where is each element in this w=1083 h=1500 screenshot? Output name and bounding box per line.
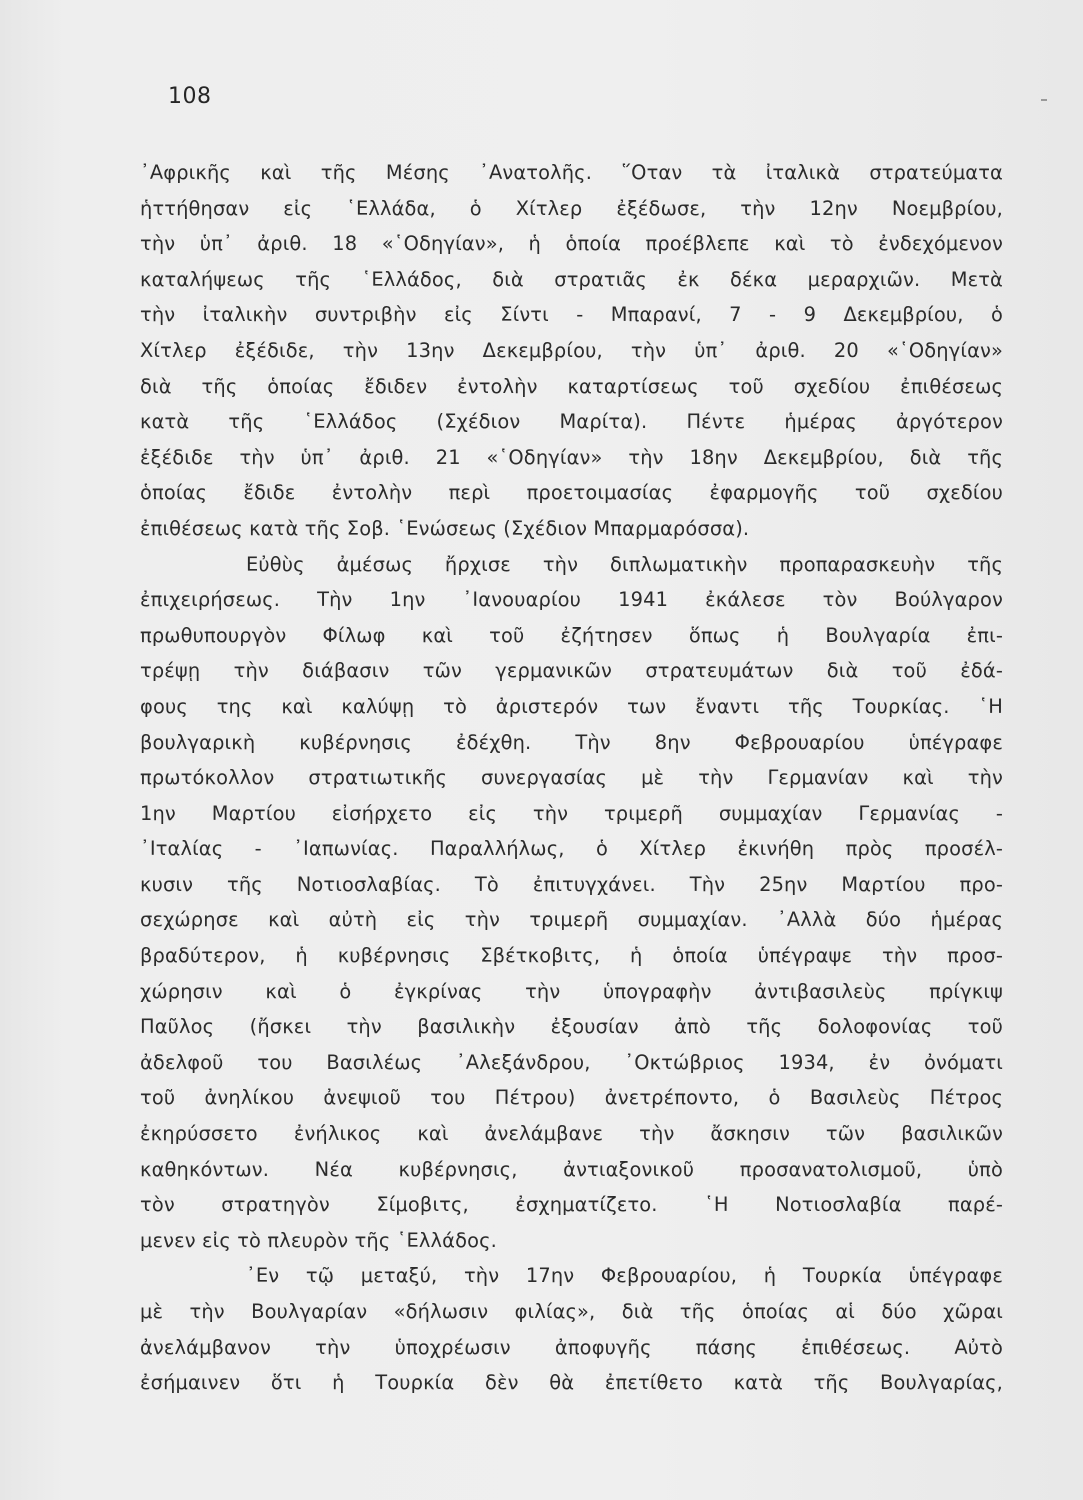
text-line: φους της καὶ καλύψῃ τὸ ἀριστερόν των ἔναντι τῆς Τουρκίας. ῾Η (140, 694, 1003, 718)
text-line: ἐξέδιδε τὴν ὑπ᾿ ἀριθ. 21 «῾Οδηγίαν» τὴν 18ην Δεκεμβρίου, διὰ τῆς (140, 445, 1003, 469)
text-line: ἀνελάμβανον τὴν ὑποχρέωσιν ἀποφυγῆς πάσης ἐπιθέσεως. Αὐτὸ (140, 1335, 1003, 1359)
text-line: τὸν στρατηγὸν Σίμοβιτς, ἐσχηματίζετο. ῾Η Νοτιοσλαβία παρέ- (140, 1193, 1003, 1217)
text-line: ἡττήθησαν εἰς ῾Ελλάδα, ὁ Χίτλερ ἐξέδωσε, τὴν 12ην Νοεμβρίου, (140, 196, 1003, 220)
text-line: διὰ τῆς ὁποίας ἔδιδεν ἐντολὴν καταρτίσεως τοῦ σχεδίου ἐπιθέσεως (140, 374, 1003, 398)
text-line: καταλήψεως τῆς ῾Ελλάδος, διὰ στρατιᾶς ἐκ δέκα μεραρχιῶν. Μετὰ (140, 267, 1003, 291)
text-line: τοῦ ἀνηλίκου ἀνεψιοῦ του Πέτρου) ἀνετρέποντο, ὁ Βασιλεὺς Πέτρος (140, 1086, 1003, 1110)
page-text (140, 155, 1003, 1401)
text-line: ἐσήμαινεν ὅτι ἡ Τουρκία δὲν θὰ ἐπετίθετο κατὰ τῆς Βουλγαρίας, (140, 1371, 1003, 1395)
text-line: ἐκηρύσσετο ἐνήλικος καὶ ἀνελάμβανε τὴν ἄσκησιν τῶν βασιλικῶν (140, 1122, 1003, 1146)
text-line: ἀδελφοῦ του Βασιλέως ᾿Αλεξάνδρου, ᾿Οκτώβριος 1934, ἐν ὀνόματι (140, 1050, 1003, 1074)
text-line: μὲ τὴν Βουλγαρίαν «δήλωσιν φιλίας», διὰ τῆς ὁποίας αἱ δύο χῶραι (140, 1300, 1003, 1323)
text-line: ᾿Αφρικῆς καὶ τῆς Μέσης ᾿Ανατολῆς. ῞Οταν τὰ ἰταλικὰ στρατεύματα (140, 161, 1003, 184)
text-line: χώρησιν καὶ ὁ ἐγκρίνας τὴν ὑπογραφὴν ἀντιβασιλεὺς πρίγκιψ (140, 979, 1003, 1003)
text-line: 1ην Μαρτίου εἰσήρχετο εἰς τὴν τριμερῆ συμμαχίαν Γερμανίας - (140, 801, 1003, 825)
text-line: ᾿Εν τῷ μεταξύ, τὴν 17ην Φεβρουαρίου, ἡ Τουρκία ὑπέγραφε (246, 1264, 1003, 1288)
text-line: ἐπιθέσεως κατὰ τῆς Σοβ. ῾Ενώσεως (Σχέδιον Μπαρμαρόσσα). (140, 516, 750, 540)
text-line: βραδύτερον, ἡ κυβέρνησις Σβέτκοβιτς, ἡ ὁποία ὑπέγραψε τὴν προσ- (140, 944, 1003, 968)
text-line: ᾿Ιταλίας - ᾿Ιαπωνίας. Παραλλήλως, ὁ Χίτλερ ἐκινήθη πρὸς προσέλ- (140, 837, 1003, 861)
paragraph-2 (140, 547, 1003, 1259)
text-line: καθηκόντων. Νέα κυβέρνησις, ἀντιαξονικοῦ προσανατολισμοῦ, ὑπὸ (140, 1157, 1003, 1181)
text-line: Παῦλος (ἤσκει τὴν βασιλικὴν ἐξουσίαν ἀπὸ τῆς δολοφονίας τοῦ (140, 1015, 1003, 1039)
text-line: τὴν ἰταλικὴν συντριβὴν εἰς Σίντι - Μπαρανί, 7 - 9 Δεκεμβρίου, ὁ (140, 303, 1003, 327)
paragraph-3 (140, 1258, 1003, 1400)
text-line: κυσιν τῆς Νοτιοσλαβίας. Τὸ ἐπιτυγχάνει. Τὴν 25ην Μαρτίου προ- (140, 872, 1003, 896)
text-line: βουλγαρικὴ κυβέρνησις ἐδέχθη. Τὴν 8ην Φεβρουαρίου ὑπέγραφε (140, 730, 1003, 754)
text-line: ἐπιχειρήσεως. Τὴν 1ην ᾿Ιανουαρίου 1941 ἐκάλεσε τὸν Βούλγαρον (140, 588, 1003, 612)
text-line: Χίτλερ ἐξέδιδε, τὴν 13ην Δεκεμβρίου, τὴν ὑπ᾿ ἀριθ. 20 «῾Οδηγίαν» (140, 338, 1003, 362)
text-line: τρέψῃ τὴν διάβασιν τῶν γερμανικῶν στρατευμάτων διὰ τοῦ ἐδά- (140, 659, 1003, 683)
paragraph-1 (140, 155, 1003, 547)
text-line: Εὐθὺς ἀμέσως ἤρχισε τὴν διπλωματικὴν προπαρασκευὴν τῆς (246, 552, 1003, 576)
text-line: τὴν ὑπ᾿ ἀριθ. 18 «῾Οδηγίαν», ἡ ὁποία προέβλεπε καὶ τὸ ἐνδεχόμενον (140, 232, 1003, 256)
text-line: πρωτόκολλον στρατιωτικῆς συνεργασίας μὲ τὴν Γερμανίαν καὶ τὴν (140, 766, 1003, 790)
page-number: 108 (168, 84, 212, 109)
text-line: ὁποίας ἔδιδε ἐντολὴν περὶ προετοιμασίας ἐφαρμογῆς τοῦ σχεδίου (140, 481, 1003, 505)
margin-mark (1041, 99, 1047, 101)
text-line: πρωθυπουργὸν Φίλωφ καὶ τοῦ ἐζήτησεν ὅπως ἡ Βουλγαρία ἐπι- (140, 623, 1003, 647)
text-line: σεχώρησε καὶ αὐτὴ εἰς τὴν τριμερῆ συμμαχίαν. ᾿Αλλὰ δύο ἡμέρας (140, 908, 1003, 932)
text-line: μενεν εἰς τὸ πλευρὸν τῆς ῾Ελλάδος. (140, 1228, 497, 1252)
text-line: κατὰ τῆς ῾Ελλάδος (Σχέδιον Μαρίτα). Πέντε ἡμέρας ἀργότερον (140, 410, 1003, 434)
